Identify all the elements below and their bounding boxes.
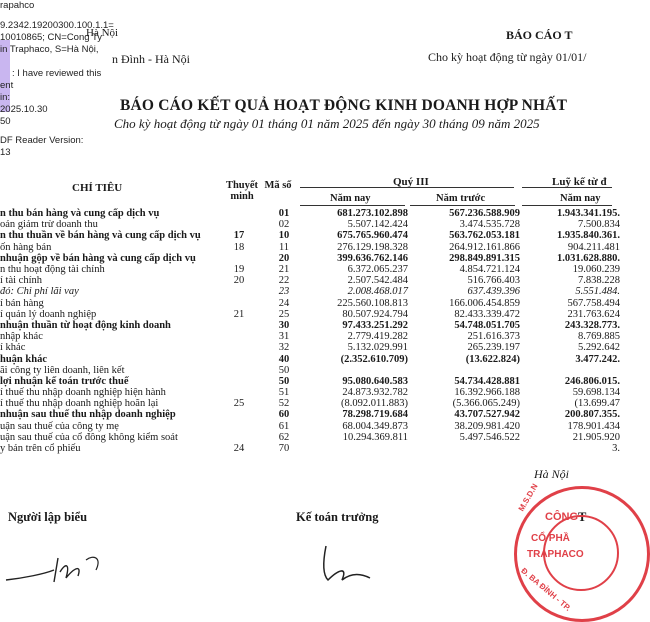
row-note <box>212 320 266 331</box>
table-row <box>0 253 620 264</box>
row-prior-value: (5.366.065.249) <box>452 398 520 410</box>
row-item-label: í khác <box>0 342 26 354</box>
row-code: 31 <box>278 331 290 343</box>
row-ytd-value: 178.901.434 <box>567 420 620 432</box>
chief-accountant-signature <box>318 536 378 586</box>
row-note <box>212 253 266 264</box>
row-prior-value: 264.912.161.866 <box>449 241 520 253</box>
row-current-value: 10.294.369.811 <box>342 431 408 443</box>
table-row <box>0 309 620 320</box>
seal-text-2: CỔ PHẦ <box>531 533 570 544</box>
row-code: 70 <box>278 443 290 455</box>
row-note <box>212 331 266 342</box>
row-code: 32 <box>278 342 290 354</box>
row-item-label: uận sau thuế của công ty mẹ <box>0 420 119 432</box>
director-label: T <box>578 510 587 524</box>
row-code: 23 <box>278 286 290 298</box>
signature-line-3: in Traphaco, S=Hà Nội, <box>0 44 99 55</box>
table-row <box>0 230 620 241</box>
row-note: 21 <box>233 308 245 320</box>
row-ytd-value: 231.763.624 <box>567 308 620 320</box>
row-ytd-value: 3. <box>612 443 620 455</box>
row-prior-value: 3.474.535.728 <box>459 219 520 231</box>
row-note <box>212 353 266 364</box>
signature-line-1: 9.2342.19200300.100.1.1= <box>0 20 114 31</box>
table-row <box>0 409 620 420</box>
seal-text-4: M.S.D.N <box>516 482 540 513</box>
table-row <box>0 219 620 230</box>
row-prior-value: 265.239.197 <box>467 342 520 354</box>
row-ytd-value: 243.328.773. <box>564 319 620 331</box>
table-row <box>0 443 620 454</box>
row-code: 30 <box>278 319 290 331</box>
current-underline <box>300 205 405 206</box>
table-row <box>0 286 620 297</box>
row-code: 24 <box>278 297 290 309</box>
ytd-current-underline <box>522 205 612 206</box>
row-current-value: 2.008.468.017 <box>347 286 408 298</box>
row-item-label: í bán hàng <box>0 297 44 309</box>
row-ytd-value: 1.031.628.880. <box>557 252 620 264</box>
col-header-prior: Năm trước <box>436 193 486 204</box>
table-row <box>0 421 620 432</box>
row-item-label: nhuận sau thuế thu nhập doanh nghiệp <box>0 409 176 421</box>
row-item-label: í thuế thu nhập doanh nghiệp hiện hành <box>0 387 166 399</box>
digital-signature-panel <box>0 0 114 158</box>
signature-tab-text: rapahco <box>0 0 35 11</box>
row-code: 40 <box>278 353 290 365</box>
row-current-value: 6.372.065.237 <box>347 264 408 276</box>
signature-line-9: 13 <box>0 147 11 158</box>
income-statement-table <box>0 208 620 454</box>
row-item-label: đó: Chi phí lãi vay <box>0 286 79 298</box>
row-item-label: nhập khác <box>0 331 43 343</box>
col-header-current: Năm nay <box>330 193 371 204</box>
row-current-value: 95.080.640.583 <box>342 375 408 387</box>
row-note <box>212 421 266 432</box>
row-prior-value: 298.849.891.315 <box>449 252 520 264</box>
chief-accountant-label: Kế toán trưởng <box>296 510 379 524</box>
row-item-label: nhuận gộp về bán hàng và cung cấp dịch vụ <box>0 252 196 264</box>
table-row <box>0 275 620 286</box>
company-seal <box>514 482 650 622</box>
row-current-value: 68.004.349.873 <box>342 420 408 432</box>
seal-text-1: CÔNG <box>545 511 578 523</box>
table-row <box>0 298 620 309</box>
row-note <box>212 365 266 376</box>
row-current-value: 78.298.719.684 <box>342 409 408 421</box>
row-prior-value <box>414 365 526 376</box>
row-ytd-value: 246.806.015. <box>564 375 620 387</box>
col-header-item: CHỈ TIÊU <box>72 182 123 194</box>
row-note <box>212 208 266 219</box>
row-code: 60 <box>278 409 290 421</box>
company-city: Hà Nội <box>86 27 119 39</box>
signature-line-2: 10010865; CN=Cong Ty <box>0 32 103 43</box>
col-header-ytd-current: Năm nay <box>560 193 601 204</box>
row-current-value: 2.779.419.282 <box>347 331 408 343</box>
row-item-label: ốn hàng bán <box>0 241 52 253</box>
row-note: 18 <box>233 241 245 253</box>
row-current-value: 5.132.029.991 <box>347 342 408 354</box>
row-item-label: n thu hoạt động tài chính <box>0 264 105 276</box>
row-note: 25 <box>233 398 245 410</box>
row-prior-value: 563.762.053.181 <box>449 230 520 242</box>
preparer-label: Người lập biểu <box>8 510 88 524</box>
table-row <box>0 320 620 331</box>
col-header-code: Mã số <box>264 180 292 191</box>
row-item-label: n thu bán hàng và cung cấp dịch vụ <box>0 208 160 220</box>
row-ytd-value: 19.060.239 <box>572 264 620 276</box>
row-note <box>212 219 266 230</box>
row-code: 62 <box>278 431 290 443</box>
table-row <box>0 264 620 275</box>
row-note: 19 <box>233 264 245 276</box>
row-item-label: í tài chính <box>0 275 42 287</box>
row-current-value: 80.507.924.794 <box>342 308 408 320</box>
row-prior-value: 516.766.403 <box>467 275 520 287</box>
row-prior-value: 637.439.396 <box>467 286 520 298</box>
seal-text-5: Đ. BA ĐÌNH - TP. <box>519 566 573 613</box>
row-item-label: y bản trên cổ phiếu <box>0 443 81 455</box>
row-note <box>212 387 266 398</box>
row-item-label: í thuế thu nhập doanh nghiệp hoãn lại <box>0 398 159 410</box>
col-header-ytd: Luỹ kế từ đ <box>552 176 607 188</box>
row-current-value: 2.507.542.484 <box>347 275 408 287</box>
row-prior-value: 43.707.527.942 <box>454 409 520 421</box>
row-note: 17 <box>233 230 245 242</box>
row-ytd-value: 59.698.134 <box>572 387 620 399</box>
col-header-note: Thuyết minh <box>225 180 259 202</box>
table-row <box>0 342 620 353</box>
row-code: 51 <box>278 387 290 399</box>
row-current-value: 97.433.251.292 <box>342 319 408 331</box>
row-item-label: oản giảm trừ doanh thu <box>0 219 98 231</box>
row-current-value: (8.092.011.883) <box>341 398 408 410</box>
row-ytd-value: 904.211.481 <box>567 241 620 253</box>
signature-date: 2025.10.30 <box>0 104 48 115</box>
row-prior-value <box>414 443 526 454</box>
row-ytd-value: 7.500.834 <box>578 219 620 231</box>
row-ytd-value: 8.769.885 <box>578 331 620 343</box>
row-code: 02 <box>278 219 290 231</box>
row-ytd-value: (13.699.47 <box>574 398 620 410</box>
row-item-label: í quản lý doanh nghiệp <box>0 308 97 320</box>
table-row <box>0 365 620 376</box>
row-note <box>212 342 266 353</box>
row-prior-value: 251.616.373 <box>467 331 520 343</box>
table-row <box>0 398 620 409</box>
row-current-value: 5.507.142.424 <box>347 219 408 231</box>
row-note <box>212 432 266 443</box>
row-current-value: 399.636.762.146 <box>337 252 408 264</box>
table-row <box>0 331 620 342</box>
row-prior-value: (13.622.824) <box>465 353 520 365</box>
row-current-value: 675.765.960.474 <box>337 230 408 242</box>
row-code: 22 <box>278 275 290 287</box>
quarter-underline <box>300 187 514 188</box>
row-prior-value: 4.854.721.124 <box>459 264 520 276</box>
row-ytd-value: 5.551.484. <box>575 286 620 298</box>
signature-reader-version: DF Reader Version: <box>0 135 84 146</box>
row-current-value: 276.129.198.328 <box>337 241 408 253</box>
table-row <box>0 353 620 364</box>
table-row <box>0 387 620 398</box>
row-ytd-value: 21.905.920 <box>572 431 620 443</box>
signature-line-4: ent <box>0 80 14 91</box>
row-ytd-value: 3.477.242. <box>575 353 620 365</box>
report-title: BÁO CÁO KẾT QUẢ HOẠT ĐỘNG KINH DOANH HỢP NHẤT <box>120 97 568 114</box>
row-item-label: nhuận thuần từ hoạt động kinh doanh <box>0 319 171 331</box>
table-row <box>0 208 620 219</box>
row-note <box>212 409 266 420</box>
row-code: 25 <box>278 308 290 320</box>
row-item-label: huận khác <box>0 353 47 365</box>
row-item-label: n thu thuần về bán hàng và cung cấp dịch vụ <box>0 230 201 242</box>
signature-line-7: 50 <box>0 116 11 127</box>
signature-review-text: : I have reviewed this <box>12 68 102 79</box>
seal-text-3: TRAPHACO <box>527 549 584 560</box>
row-code: 11 <box>278 241 290 253</box>
table-row <box>0 376 620 387</box>
row-code: 21 <box>278 264 290 276</box>
company-address: n Đình - Hà Nội <box>112 52 190 66</box>
report-label: BÁO CÁO T <box>506 28 573 42</box>
row-code: 52 <box>278 398 290 410</box>
row-prior-value: 54.748.051.705 <box>454 319 520 331</box>
row-code: 50 <box>278 375 290 387</box>
report-period-short: Cho kỳ hoạt động từ ngày 01/01/ <box>428 50 587 64</box>
row-prior-value: 54.734.428.881 <box>454 375 520 387</box>
row-code: 61 <box>278 420 290 432</box>
row-current-value <box>302 365 414 376</box>
row-ytd-value: 7.838.228 <box>578 275 620 287</box>
row-prior-value: 16.392.966.188 <box>454 387 520 399</box>
row-note <box>212 298 266 309</box>
prior-underline <box>410 205 515 206</box>
ytd-underline <box>522 187 612 188</box>
row-ytd-value: 200.807.355. <box>564 409 620 421</box>
row-code: 01 <box>278 208 290 220</box>
row-current-value: 24.873.932.782 <box>342 387 408 399</box>
row-current-value <box>302 443 414 454</box>
row-prior-value: 82.433.339.472 <box>454 308 520 320</box>
place-date: Hà Nội <box>534 467 570 481</box>
signature-line-5: in: <box>0 92 11 103</box>
row-ytd-value: 5.292.642 <box>578 342 620 354</box>
row-current-value: 681.273.102.898 <box>337 208 408 220</box>
row-prior-value: 5.497.546.522 <box>459 431 520 443</box>
row-ytd-value: 1.943.341.195. <box>557 208 620 220</box>
row-note: 20 <box>233 275 245 287</box>
row-code: 20 <box>278 252 290 264</box>
row-ytd-value <box>526 365 620 376</box>
row-current-value: 225.560.108.813 <box>337 297 408 309</box>
row-prior-value: 166.006.454.859 <box>449 297 520 309</box>
table-row <box>0 432 620 443</box>
row-prior-value: 567.236.588.909 <box>449 208 520 220</box>
row-note: 24 <box>233 443 245 455</box>
row-item-label: ãi công ty liên doanh, liên kết <box>0 364 125 376</box>
row-code: 10 <box>278 230 290 242</box>
row-note <box>212 376 266 387</box>
row-current-value: (2.352.610.709) <box>340 353 408 365</box>
row-ytd-value: 1.935.840.361. <box>557 230 620 242</box>
row-note <box>212 286 266 297</box>
row-code: 50 <box>278 364 290 376</box>
row-item-label: uận sau thuế của cổ đông không kiểm soát <box>0 431 178 443</box>
report-subtitle: Cho kỳ hoạt động từ ngày 01 tháng 01 năm 2025 đến ngày 30 tháng 09 năm 2025 <box>114 116 540 131</box>
preparer-signature <box>4 540 114 590</box>
row-prior-value: 38.209.981.420 <box>454 420 520 432</box>
row-item-label: lợi nhuận kế toán trước thuế <box>0 375 129 387</box>
row-ytd-value: 567.758.494 <box>567 297 620 309</box>
col-header-quarter: Quý III <box>393 176 429 188</box>
table-row <box>0 242 620 253</box>
